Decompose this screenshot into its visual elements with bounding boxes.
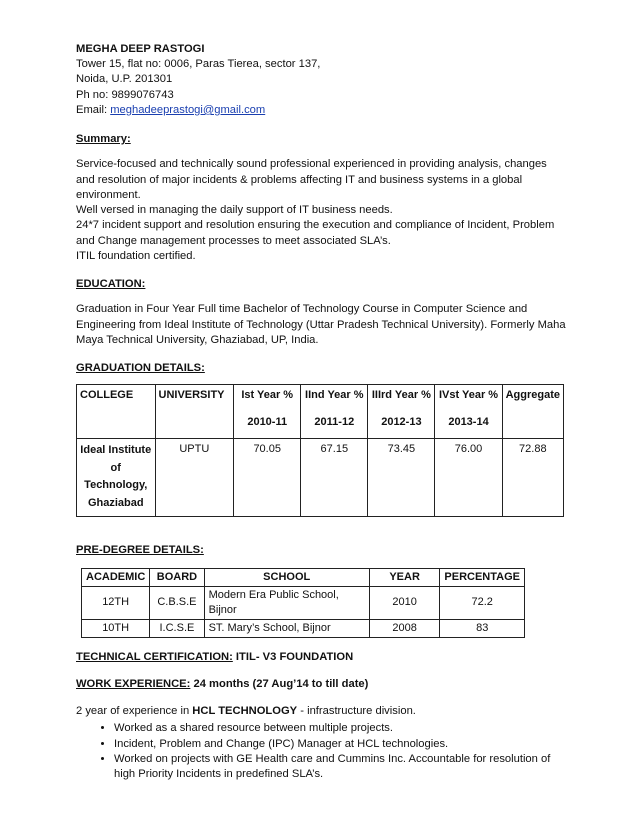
year-2-label: IInd Year % — [305, 389, 364, 402]
col-university: UNIVERSITY — [155, 385, 234, 439]
predegree-table — [81, 568, 525, 638]
year-3-label: IIIrd Year % — [371, 389, 431, 402]
col-school: SCHOOL — [204, 568, 369, 586]
summary-line-1: Service-focused and technically sound professional experienced in providing analysis, changes and resolution of major incidents & problems affecting IT and business systems in a global environment. — [76, 158, 547, 201]
college-cell — [77, 439, 156, 516]
work-line — [76, 677, 566, 692]
year-4-range: 2013-14 — [448, 416, 489, 429]
list-item: • Worked on projects with GE Health care and Cummins Inc. Accountable for resolution of high Priority Incidents in predefined SLA’s. — [114, 752, 566, 782]
year-1-label: Ist Year % — [241, 389, 294, 402]
school-cell: ST. Mary’s School, Bijnor — [204, 619, 369, 637]
year-2-cell: 67.15 — [301, 439, 368, 516]
col-year-2 — [301, 385, 368, 439]
year-1-range: 2010-11 — [247, 416, 288, 429]
work-bullet-list — [76, 721, 566, 782]
school-cell: Modern Era Public School, Bijnor — [204, 586, 369, 619]
graduation-header-row — [77, 385, 564, 439]
work-heading: WORK EXPERIENCE: — [76, 677, 191, 690]
college-line: of — [110, 461, 121, 474]
year-3-range: 2012-13 — [381, 416, 422, 429]
year-cell: 2010 — [369, 586, 440, 619]
phone-number: Ph no: 9899076743 — [76, 88, 174, 101]
year-3-cell: 73.45 — [368, 439, 435, 516]
address-line-2: Noida, U.P. 201301 — [76, 73, 173, 86]
aggregate-cell: 72.88 — [502, 439, 563, 516]
spacer — [76, 292, 566, 302]
board-cell: I.C.S.E — [150, 619, 204, 637]
certification-heading: TECHNICAL CERTIFICATION: — [76, 650, 233, 663]
work-intro-text: 2 year of experience in — [76, 705, 193, 718]
table-row — [82, 586, 525, 619]
percentage-cell: 72.2 — [440, 586, 525, 619]
percentage-cell: 83 — [440, 619, 525, 637]
board-cell: C.B.S.E — [150, 586, 204, 619]
summary-heading: Summary: — [76, 133, 131, 146]
education-text: Graduation in Four Year Full time Bachelor of Technology Course in Computer Science and Engineering from Ideal Institute of Technology (Uttar Pradesh Technical University). Formerly Maha Maya Technical University, Ghaziabad, UP, India. — [76, 303, 566, 346]
summary-line-4: ITIL foundation certified. — [76, 249, 196, 262]
summary-line-3: 24*7 incident support and resolution ensuring the execution and compliance of Incident, Problem and Change management processes to meet associated SLA’s. — [76, 219, 555, 247]
academic-cell: 12TH — [82, 586, 150, 619]
company-name: HCL TECHNOLOGY — [192, 705, 298, 718]
spacer — [76, 147, 566, 157]
email-line — [76, 103, 566, 118]
email-link[interactable]: meghadeeprastogi@gmail.com — [110, 103, 266, 116]
academic-cell: 10TH — [82, 619, 150, 637]
graduation-table — [76, 384, 564, 516]
work-intro-text: - infrastructure division. — [297, 705, 416, 718]
table-row — [82, 619, 525, 637]
address-line-1: Tower 15, flat no: 0006, Paras Tierea, sector 137, — [76, 58, 321, 71]
work-duration: 24 months (27 Aug’14 to till date) — [190, 677, 369, 690]
year-4-label: IVst Year % — [438, 389, 499, 402]
certification-line — [76, 650, 566, 665]
year-2-range: 2011-12 — [314, 416, 355, 429]
education-heading: EDUCATION: — [76, 278, 146, 291]
table-row — [77, 439, 564, 516]
col-academic: ACADEMIC — [82, 568, 150, 586]
candidate-name: MEGHA DEEP RASTOGI — [76, 43, 205, 55]
summary-line-2: Well versed in managing the daily support of IT business needs. — [76, 204, 393, 217]
college-line: Ideal Institute — [80, 444, 152, 457]
resume-content — [76, 42, 566, 782]
predegree-heading: PRE-DEGREE DETAILS: — [76, 543, 204, 556]
col-year-1 — [234, 385, 301, 439]
work-intro — [76, 704, 566, 719]
col-year: YEAR — [369, 568, 440, 586]
college-line: Ghaziabad — [87, 497, 144, 509]
col-year-3 — [368, 385, 435, 439]
col-college: COLLEGE — [77, 385, 156, 439]
university-cell: UPTU — [155, 439, 234, 516]
certification-value: ITIL- V3 FOUNDATION — [232, 650, 354, 663]
col-board: BOARD — [150, 568, 204, 586]
college-line: Technology, — [84, 479, 148, 492]
graduation-heading: GRADUATION DETAILS: — [76, 361, 205, 374]
predegree-header-row — [82, 568, 525, 586]
year-1-cell: 70.05 — [234, 439, 301, 516]
year-4-cell: 76.00 — [435, 439, 502, 516]
email-label: Email: — [76, 103, 111, 116]
list-item: • Worked as a shared resource between multiple projects. — [114, 721, 566, 736]
col-aggregate: Aggregate — [502, 385, 563, 439]
col-percentage: PERCENTAGE — [440, 568, 525, 586]
year-cell: 2008 — [369, 619, 440, 637]
list-item: • Incident, Problem and Change (IPC) Manager at HCL technologies. — [114, 737, 566, 752]
col-year-4 — [435, 385, 502, 439]
